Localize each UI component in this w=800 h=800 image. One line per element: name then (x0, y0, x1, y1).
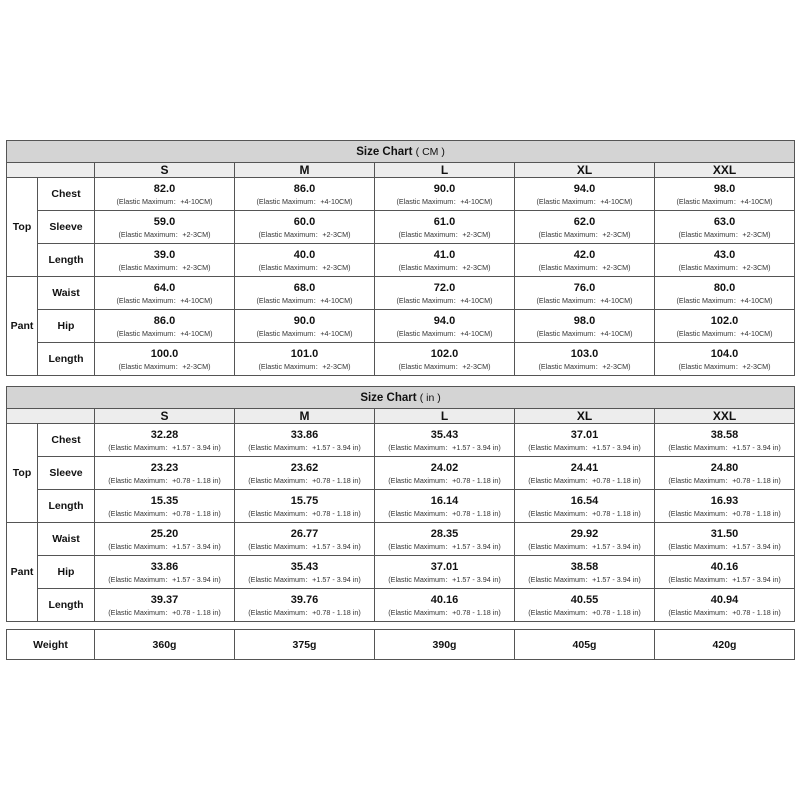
elastic-note: (Elastic Maximum：+4-10CM) (676, 328, 773, 338)
elastic-note: (Elastic Maximum：+0.78 - 1.18 in) (108, 607, 221, 617)
elastic-note: (Elastic Maximum：+4-10CM) (676, 196, 773, 206)
cm-title-unit: ( CM ) (415, 145, 445, 158)
in-top-row-sleeve-cell-xxl (655, 457, 795, 490)
measurement-value: 33.86 (150, 560, 179, 573)
in-title-row (7, 387, 795, 409)
in-top-row-length-cell-xxl (655, 490, 795, 523)
cm-top-row-sleeve-cell-s (95, 211, 235, 244)
in-pant-row-hip-cell-l (375, 556, 515, 589)
measurement-value: 29.92 (570, 527, 599, 540)
elastic-note: (Elastic Maximum：+0.78 - 1.18 in) (528, 607, 641, 617)
cm-top-row-sleeve-cell-m (235, 211, 375, 244)
cm-title (7, 141, 795, 163)
weight-value-l: 390g (375, 630, 515, 660)
in-pant-row-waist-cell-xxl (655, 523, 795, 556)
elastic-note: (Elastic Maximum：+2-3CM) (538, 262, 631, 272)
cm-pant-row-waist (7, 277, 795, 310)
cm-pant-row-hip-label: Hip (38, 310, 95, 343)
measurement-value: 15.35 (150, 494, 179, 507)
measurement-value: 24.80 (710, 461, 739, 474)
measurement-value: 24.02 (430, 461, 459, 474)
measurement-value: 23.62 (290, 461, 319, 474)
in-top-row-chest-cell-xl (515, 424, 655, 457)
in-pant-row-length (7, 589, 795, 622)
measurement-value: 98.0 (713, 182, 736, 195)
in-pant-group-label: Pant (7, 523, 38, 622)
cm-top-row-sleeve-cell-xxl (655, 211, 795, 244)
in-title (7, 387, 795, 409)
measurement-value: 61.0 (433, 215, 456, 228)
cm-pant-row-hip-cell-l (375, 310, 515, 343)
elastic-note: (Elastic Maximum：+0.78 - 1.18 in) (388, 475, 501, 485)
weight-value-m: 375g (235, 630, 375, 660)
measurement-value: 26.77 (290, 527, 319, 540)
in-pant-row-waist-cell-s (95, 523, 235, 556)
cm-pant-row-length-cell-xl (515, 343, 655, 376)
measurement-value: 37.01 (570, 428, 599, 441)
in-pant-row-hip-label: Hip (38, 556, 95, 589)
measurement-value: 68.0 (293, 281, 316, 294)
in-pant-row-waist (7, 523, 795, 556)
cm-pant-row-length-cell-xxl (655, 343, 795, 376)
measurement-value: 103.0 (570, 347, 599, 360)
in-top-row-length-label: Length (38, 490, 95, 523)
measurement-value: 28.35 (430, 527, 459, 540)
measurement-value: 33.86 (290, 428, 319, 441)
cm-pant-row-waist-cell-s (95, 277, 235, 310)
elastic-note: (Elastic Maximum：+2-3CM) (678, 361, 771, 371)
measurement-value: 25.20 (150, 527, 179, 540)
elastic-note: (Elastic Maximum：+2-3CM) (678, 229, 771, 239)
weight-row (7, 630, 795, 660)
elastic-note: (Elastic Maximum：+1.57 - 3.94 in) (248, 442, 361, 452)
measurement-value: 86.0 (153, 314, 176, 327)
weight-value-xxl: 420g (655, 630, 795, 660)
cm-pant-row-hip (7, 310, 795, 343)
measurement-value: 102.0 (430, 347, 459, 360)
measurement-value: 86.0 (293, 182, 316, 195)
elastic-note: (Elastic Maximum：+0.78 - 1.18 in) (668, 508, 781, 518)
elastic-note: (Elastic Maximum：+1.57 - 3.94 in) (528, 442, 641, 452)
cm-top-row-sleeve-label: Sleeve (38, 211, 95, 244)
cm-top-row-chest (7, 178, 795, 211)
in-top-row-chest-label: Chest (38, 424, 95, 457)
elastic-note: (Elastic Maximum：+4-10CM) (536, 295, 633, 305)
in-title-unit: ( in ) (419, 391, 441, 404)
cm-pant-row-hip-cell-xxl (655, 310, 795, 343)
elastic-note: (Elastic Maximum：+2-3CM) (398, 361, 491, 371)
measurement-value: 40.16 (710, 560, 739, 573)
in-top-row-chest-cell-s (95, 424, 235, 457)
cm-top-row-length-cell-m (235, 244, 375, 277)
in-top-row-length-cell-l (375, 490, 515, 523)
in-size-header-row (7, 409, 795, 424)
measurement-value: 94.0 (573, 182, 596, 195)
size-chart-in-table (6, 386, 795, 622)
elastic-note: (Elastic Maximum：+0.78 - 1.18 in) (668, 475, 781, 485)
measurement-value: 40.0 (293, 248, 316, 261)
in-top-row-length-cell-s (95, 490, 235, 523)
in-size-header-blank (7, 409, 95, 424)
in-size-header-xxl: XXL (655, 409, 795, 424)
cm-top-row-length-cell-xxl (655, 244, 795, 277)
cm-top-row-length-cell-l (375, 244, 515, 277)
measurement-value: 37.01 (430, 560, 459, 573)
elastic-note: (Elastic Maximum：+1.57 - 3.94 in) (668, 442, 781, 452)
elastic-note: (Elastic Maximum：+0.78 - 1.18 in) (108, 475, 221, 485)
in-pant-row-length-cell-xxl (655, 589, 795, 622)
in-top-row-chest-cell-m (235, 424, 375, 457)
measurement-value: 76.0 (573, 281, 596, 294)
in-top-row-sleeve-cell-m (235, 457, 375, 490)
in-top-row-sleeve-label: Sleeve (38, 457, 95, 490)
elastic-note: (Elastic Maximum：+1.57 - 3.94 in) (388, 541, 501, 551)
elastic-note: (Elastic Maximum：+4-10CM) (396, 295, 493, 305)
cm-size-header-s: S (95, 163, 235, 178)
cm-pant-row-length-cell-m (235, 343, 375, 376)
cm-title-row (7, 141, 795, 163)
in-pant-row-length-label: Length (38, 589, 95, 622)
cm-pant-group-label: Pant (7, 277, 38, 376)
cm-size-header-l: L (375, 163, 515, 178)
elastic-note: (Elastic Maximum：+2-3CM) (258, 229, 351, 239)
elastic-note: (Elastic Maximum：+1.57 - 3.94 in) (108, 541, 221, 551)
cm-pant-row-waist-label: Waist (38, 277, 95, 310)
elastic-note: (Elastic Maximum：+4-10CM) (256, 328, 353, 338)
cm-size-header-m: M (235, 163, 375, 178)
elastic-note: (Elastic Maximum：+0.78 - 1.18 in) (388, 607, 501, 617)
elastic-note: (Elastic Maximum：+1.57 - 3.94 in) (248, 574, 361, 584)
in-pant-row-waist-cell-xl (515, 523, 655, 556)
elastic-note: (Elastic Maximum：+1.57 - 3.94 in) (528, 574, 641, 584)
cm-pant-row-waist-cell-xxl (655, 277, 795, 310)
elastic-note: (Elastic Maximum：+4-10CM) (396, 328, 493, 338)
in-size-header-xl: XL (515, 409, 655, 424)
cm-top-group-label: Top (7, 178, 38, 277)
measurement-value: 38.58 (710, 428, 739, 441)
in-pant-row-waist-cell-l (375, 523, 515, 556)
cm-pant-row-waist-cell-xl (515, 277, 655, 310)
elastic-note: (Elastic Maximum：+2-3CM) (538, 361, 631, 371)
cm-size-header-xxl: XXL (655, 163, 795, 178)
measurement-value: 40.16 (430, 593, 459, 606)
in-top-row-chest-cell-xxl (655, 424, 795, 457)
cm-top-row-sleeve (7, 211, 795, 244)
in-top-row-length-cell-xl (515, 490, 655, 523)
measurement-value: 41.0 (433, 248, 456, 261)
in-top-row-sleeve-cell-xl (515, 457, 655, 490)
cm-pant-row-length-label: Length (38, 343, 95, 376)
elastic-note: (Elastic Maximum：+2-3CM) (258, 361, 351, 371)
measurement-value: 39.76 (290, 593, 319, 606)
measurement-value: 104.0 (710, 347, 739, 360)
elastic-note: (Elastic Maximum：+1.57 - 3.94 in) (388, 574, 501, 584)
cm-pant-row-length (7, 343, 795, 376)
in-top-group-label: Top (7, 424, 38, 523)
elastic-note: (Elastic Maximum：+1.57 - 3.94 in) (108, 574, 221, 584)
in-size-header-m: M (235, 409, 375, 424)
weight-label: Weight (7, 630, 95, 660)
measurement-value: 39.37 (150, 593, 179, 606)
measurement-value: 23.23 (150, 461, 179, 474)
elastic-note: (Elastic Maximum：+2-3CM) (118, 361, 211, 371)
weight-value-s: 360g (95, 630, 235, 660)
measurement-value: 35.43 (290, 560, 319, 573)
elastic-note: (Elastic Maximum：+4-10CM) (256, 196, 353, 206)
elastic-note: (Elastic Maximum：+4-10CM) (676, 295, 773, 305)
in-pant-row-waist-label: Waist (38, 523, 95, 556)
elastic-note: (Elastic Maximum：+4-10CM) (396, 196, 493, 206)
elastic-note: (Elastic Maximum：+0.78 - 1.18 in) (248, 508, 361, 518)
elastic-note: (Elastic Maximum：+4-10CM) (116, 196, 213, 206)
weight-value-xl: 405g (515, 630, 655, 660)
cm-top-row-chest-cell-xxl (655, 178, 795, 211)
measurement-value: 16.93 (710, 494, 739, 507)
elastic-note: (Elastic Maximum：+2-3CM) (678, 262, 771, 272)
cm-top-row-sleeve-cell-l (375, 211, 515, 244)
in-top-row-chest-cell-l (375, 424, 515, 457)
elastic-note: (Elastic Maximum：+0.78 - 1.18 in) (248, 607, 361, 617)
measurement-value: 98.0 (573, 314, 596, 327)
measurement-value: 60.0 (293, 215, 316, 228)
in-top-row-length (7, 490, 795, 523)
elastic-note: (Elastic Maximum：+2-3CM) (398, 262, 491, 272)
measurement-value: 101.0 (290, 347, 319, 360)
in-pant-row-hip (7, 556, 795, 589)
cm-top-row-chest-cell-s (95, 178, 235, 211)
cm-top-row-length-cell-s (95, 244, 235, 277)
elastic-note: (Elastic Maximum：+0.78 - 1.18 in) (528, 475, 641, 485)
size-chart-cm-table (6, 140, 795, 376)
cm-top-row-chest-label: Chest (38, 178, 95, 211)
measurement-value: 82.0 (153, 182, 176, 195)
elastic-note: (Elastic Maximum：+1.57 - 3.94 in) (108, 442, 221, 452)
elastic-note: (Elastic Maximum：+4-10CM) (116, 328, 213, 338)
in-pant-row-hip-cell-xl (515, 556, 655, 589)
measurement-value: 38.58 (570, 560, 599, 573)
elastic-note: (Elastic Maximum：+0.78 - 1.18 in) (668, 607, 781, 617)
measurement-value: 40.55 (570, 593, 599, 606)
elastic-note: (Elastic Maximum：+1.57 - 3.94 in) (668, 574, 781, 584)
elastic-note: (Elastic Maximum：+4-10CM) (256, 295, 353, 305)
measurement-value: 94.0 (433, 314, 456, 327)
in-top-row-chest (7, 424, 795, 457)
in-size-header-l: L (375, 409, 515, 424)
cm-top-row-length-cell-xl (515, 244, 655, 277)
elastic-note: (Elastic Maximum：+0.78 - 1.18 in) (528, 508, 641, 518)
cm-top-row-chest-cell-xl (515, 178, 655, 211)
measurement-value: 35.43 (430, 428, 459, 441)
elastic-note: (Elastic Maximum：+4-10CM) (536, 328, 633, 338)
elastic-note: (Elastic Maximum：+1.57 - 3.94 in) (388, 442, 501, 452)
elastic-note: (Elastic Maximum：+0.78 - 1.18 in) (108, 508, 221, 518)
elastic-note: (Elastic Maximum：+0.78 - 1.18 in) (248, 475, 361, 485)
in-pant-row-hip-cell-s (95, 556, 235, 589)
measurement-value: 15.75 (290, 494, 319, 507)
cm-pant-row-hip-cell-xl (515, 310, 655, 343)
measurement-value: 102.0 (710, 314, 739, 327)
cm-pant-row-length-cell-s (95, 343, 235, 376)
in-pant-row-length-cell-m (235, 589, 375, 622)
in-pant-row-length-cell-l (375, 589, 515, 622)
in-top-row-sleeve (7, 457, 795, 490)
in-pant-row-length-cell-s (95, 589, 235, 622)
in-pant-row-length-cell-xl (515, 589, 655, 622)
in-top-row-sleeve-cell-l (375, 457, 515, 490)
measurement-value: 100.0 (150, 347, 179, 360)
elastic-note: (Elastic Maximum：+2-3CM) (118, 229, 211, 239)
measurement-value: 24.41 (570, 461, 599, 474)
measurement-value: 80.0 (713, 281, 736, 294)
cm-pant-row-waist-cell-l (375, 277, 515, 310)
elastic-note: (Elastic Maximum：+0.78 - 1.18 in) (388, 508, 501, 518)
cm-top-row-length-label: Length (38, 244, 95, 277)
cm-pant-row-hip-cell-m (235, 310, 375, 343)
in-pant-row-hip-cell-xxl (655, 556, 795, 589)
in-top-row-sleeve-cell-s (95, 457, 235, 490)
cm-size-header-row (7, 163, 795, 178)
in-pant-row-hip-cell-m (235, 556, 375, 589)
cm-pant-row-hip-cell-s (95, 310, 235, 343)
elastic-note: (Elastic Maximum：+2-3CM) (118, 262, 211, 272)
in-pant-row-waist-cell-m (235, 523, 375, 556)
elastic-note: (Elastic Maximum：+1.57 - 3.94 in) (668, 541, 781, 551)
cm-pant-row-length-cell-l (375, 343, 515, 376)
elastic-note: (Elastic Maximum：+2-3CM) (258, 262, 351, 272)
cm-title-text: Size Chart (356, 145, 413, 158)
cm-top-row-chest-cell-m (235, 178, 375, 211)
elastic-note: (Elastic Maximum：+4-10CM) (116, 295, 213, 305)
in-top-row-length-cell-m (235, 490, 375, 523)
in-title-text: Size Chart (360, 391, 417, 404)
measurement-value: 16.14 (430, 494, 459, 507)
elastic-note: (Elastic Maximum：+1.57 - 3.94 in) (528, 541, 641, 551)
in-size-header-s: S (95, 409, 235, 424)
measurement-value: 39.0 (153, 248, 176, 261)
measurement-value: 43.0 (713, 248, 736, 261)
measurement-value: 62.0 (573, 215, 596, 228)
measurement-value: 31.50 (710, 527, 739, 540)
cm-top-row-sleeve-cell-xl (515, 211, 655, 244)
measurement-value: 72.0 (433, 281, 456, 294)
measurement-value: 64.0 (153, 281, 176, 294)
measurement-value: 32.28 (150, 428, 179, 441)
elastic-note: (Elastic Maximum：+1.57 - 3.94 in) (248, 541, 361, 551)
measurement-value: 59.0 (153, 215, 176, 228)
weight-table (6, 629, 795, 660)
elastic-note: (Elastic Maximum：+4-10CM) (536, 196, 633, 206)
elastic-note: (Elastic Maximum：+2-3CM) (538, 229, 631, 239)
cm-top-row-chest-cell-l (375, 178, 515, 211)
measurement-value: 90.0 (293, 314, 316, 327)
cm-top-row-length (7, 244, 795, 277)
measurement-value: 63.0 (713, 215, 736, 228)
measurement-value: 16.54 (570, 494, 599, 507)
cm-size-header-xl: XL (515, 163, 655, 178)
elastic-note: (Elastic Maximum：+2-3CM) (398, 229, 491, 239)
measurement-value: 40.94 (710, 593, 739, 606)
measurement-value: 42.0 (573, 248, 596, 261)
cm-pant-row-waist-cell-m (235, 277, 375, 310)
measurement-value: 90.0 (433, 182, 456, 195)
cm-size-header-blank (7, 163, 95, 178)
